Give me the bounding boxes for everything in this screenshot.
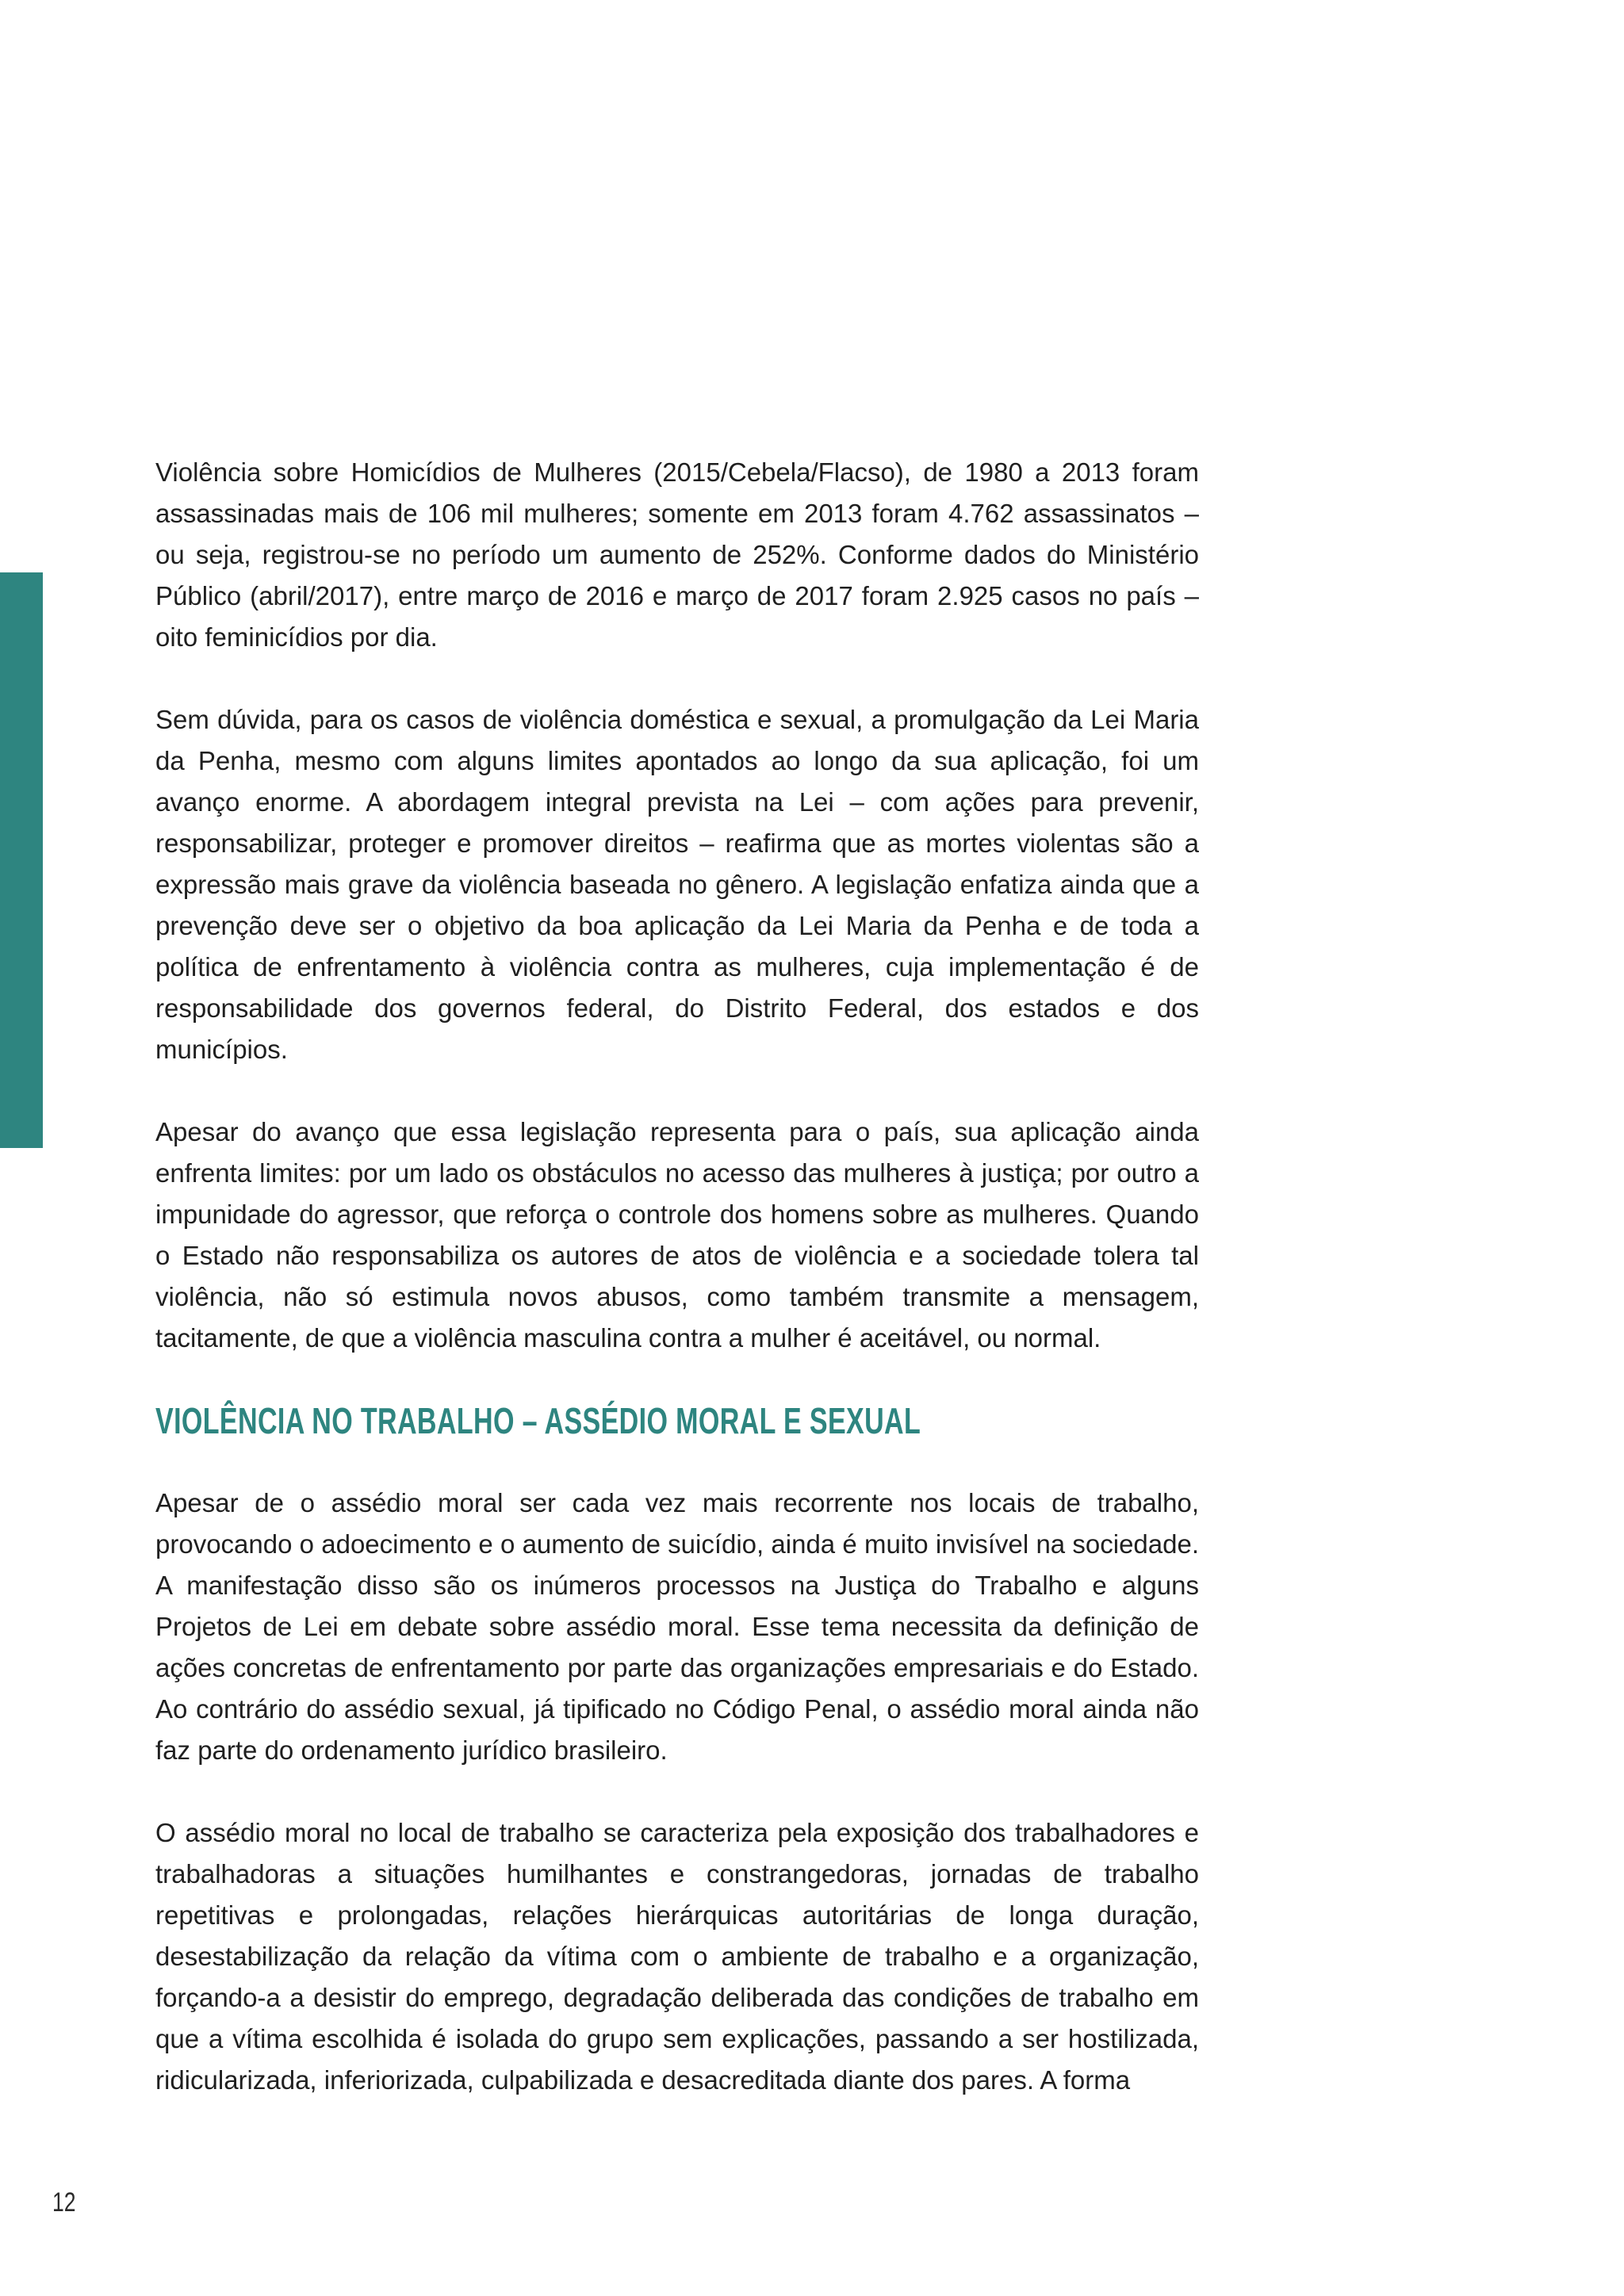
paragraph-femicide-statistics: Violência sobre Homicídios de Mulheres (2015/Cebela/Flacso), de 1980 a 2013 foram assassinadas mais de 106 mil mulheres; somente em 2013 foram 4.762 assassinatos – ou seja, registrou-se no período um aumento de 252%. Conforme dados do Ministério Público (abril/2017), entre março de 2016 e março de 2017 foram 2.925 casos no país – oito feminicídios por dia.	[155, 457, 1199, 652]
side-accent-bar	[0, 572, 43, 1148]
paragraph-maria-da-penha-law: Sem dúvida, para os casos de violência doméstica e sexual, a promulgação da Lei Maria da Penha, mesmo com alguns limites apontados ao longo da sua aplicação, foi um avanço enorme. A abordagem integral prevista na Lei – com ações para prevenir, responsabilizar, proteger e promover direitos – reafirma que as mortes violentas são a expressão mais grave da violência baseada no gênero. A legislação enfatiza ainda que a prevenção deve ser o objetivo da boa aplicação da Lei Maria da Penha e de toda a política de enfrentamento à violência contra as mulheres, cuja implementação é de responsabilidade dos governos federal, do Distrito Federal, dos estados e dos municípios.	[155, 705, 1199, 1064]
paragraph-moral-harassment: Apesar de o assédio moral ser cada vez mais recorrente nos locais de trabalho, provocando o adoecimento e o aumento de suicídio, ainda é muito invisível na sociedade. A manifestação disso são os inúmeros processos na Justiça do Trabalho e alguns Projetos de Lei em debate sobre assédio moral. Esse tema necessita da definição de ações concretas de enfrentamento por parte das organizações empresariais e do Estado. Ao contrário do assédio sexual, já tipificado no Código Penal, o assédio moral ainda não faz parte do ordenamento jurídico brasileiro.	[155, 1488, 1199, 1765]
section-heading: VIOLÊNCIA NO TRABALHO – ASSÉDIO MORAL E SEXUAL	[155, 1400, 921, 1441]
page-content	[155, 452, 1199, 2101]
page-number: 12	[52, 2187, 76, 2218]
paragraph-harassment-definition: O assédio moral no local de trabalho se caracteriza pela exposição dos trabalhadores e trabalhadoras a situações humilhantes e constrangedoras, jornadas de trabalho repetitivas e prolongadas, relações hierárquicas autoritárias de longa duração, desestabilização da relação da vítima com o ambiente de trabalho e a organização, forçando-a a desistir do emprego, degradação deliberada das condições de trabalho em que a vítima escolhida é isolada do grupo sem explicações, passando a ser hostilizada, ridicularizada, inferiorizada, culpabilizada e desacreditada diante dos pares. A forma	[155, 1818, 1199, 2095]
paragraph-law-limits: Apesar do avanço que essa legislação representa para o país, sua aplicação ainda enfrenta limites: por um lado os obstáculos no acesso das mulheres à justiça; por outro a impunidade do agressor, que reforça o controle dos homens sobre as mulheres. Quando o Estado não responsabiliza os autores de atos de violência e a sociedade tolera tal violência, não só estimula novos abusos, como também transmite a mensagem, tacitamente, de que a violência masculina contra a mulher é aceitável, ou normal.	[155, 1117, 1199, 1353]
